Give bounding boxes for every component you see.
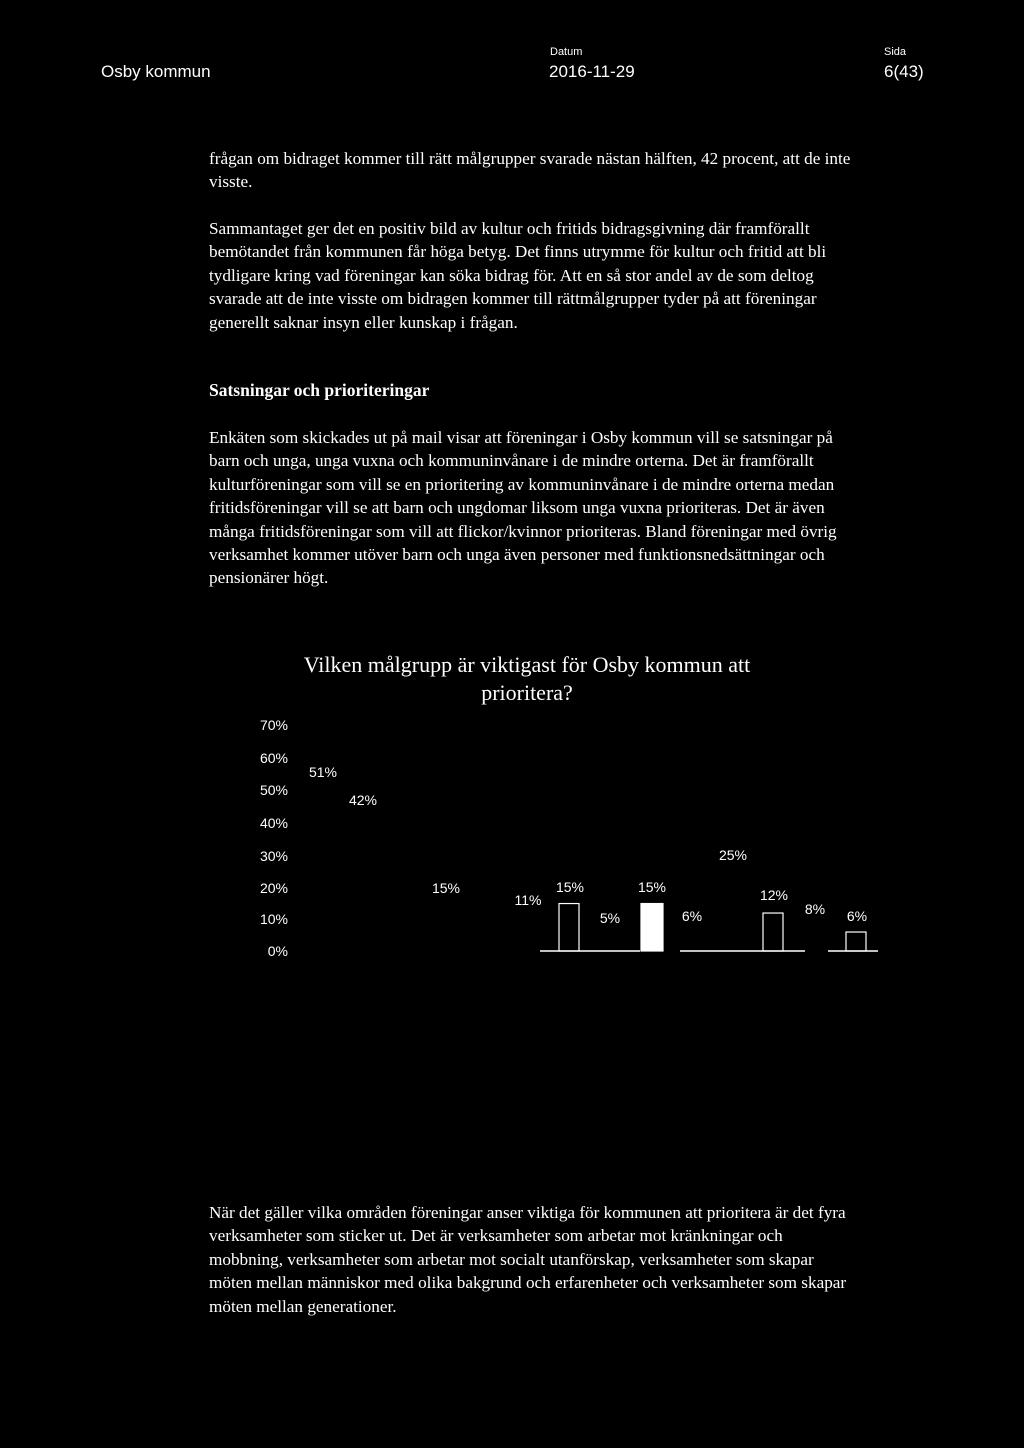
bar bbox=[559, 904, 579, 951]
y-tick-label: 30% bbox=[259, 848, 288, 864]
header-date-label: Datum bbox=[550, 46, 583, 58]
data-label: 51% bbox=[308, 764, 338, 780]
data-label: 15% bbox=[431, 880, 461, 896]
paragraph-2: Sammantaget ger det en positiv bild av kultur och fritids bidragsgivning där framförallt bemötandet från kommunen får höga betyg. Det finns utrymme för kultur och fritid att bli tydligare kring vad föreningar kan söka bidrag för. Att en så stor andel av de som deltog svarade att de inte visste om bidragen kommer till rättmålgrupper tyder på att föreningar generellt saknar insyn eller kunskap i frågan. bbox=[209, 219, 827, 332]
paragraph-3: Enkäten som skickades ut på mail visar att föreningar i Osby kommun vill se satsningar på barn och unga, unga vuxna och kommuninvånare i de mindre orterna. Det är framförallt kulturföreningar som vill se en prioritering av kommuninvånare i de mindre orterna medan fritidsföreningar vill se att barn och ungdomar liksom unga vuxna prioriteras. Det är även många fritidsföreningar som vill att flickor/kvinnor prioriteras. Bland föreningar med övrig verksamhet kommer utöver barn och unga även personer med funktionsnedsättningar och pensionärer högt. bbox=[209, 428, 837, 588]
data-label: 15% bbox=[555, 879, 585, 895]
data-label: 12% bbox=[759, 887, 789, 903]
header-org: Osby kommun bbox=[101, 62, 211, 81]
section-heading: Satsningar och prioriteringar bbox=[209, 380, 430, 400]
data-label: 6% bbox=[846, 908, 868, 924]
header-page: 6(43) bbox=[884, 62, 924, 81]
y-tick-label: 40% bbox=[259, 815, 288, 831]
y-tick-label: 20% bbox=[259, 880, 288, 896]
data-label: 15% bbox=[637, 879, 667, 895]
chart-title-line2: prioritera? bbox=[481, 680, 573, 705]
data-label: 11% bbox=[514, 892, 542, 908]
y-tick-label: 70% bbox=[259, 717, 288, 733]
data-label: 25% bbox=[718, 847, 748, 863]
data-labels bbox=[309, 764, 867, 926]
y-tick-label: 60% bbox=[259, 750, 288, 766]
y-axis bbox=[260, 717, 288, 959]
bar bbox=[641, 904, 663, 951]
header-page-label: Sida bbox=[884, 46, 907, 58]
data-label: 5% bbox=[599, 910, 621, 926]
data-label: 6% bbox=[681, 908, 703, 924]
header-date: 2016-11-29 bbox=[549, 62, 635, 81]
y-tick-label: 10% bbox=[259, 911, 288, 927]
chart-title-line1: Vilken målgrupp är viktigast för Osby kommun att bbox=[303, 652, 751, 677]
data-label: 8% bbox=[804, 901, 826, 917]
paragraph-1: frågan om bidraget kommer till rätt målgrupper svarade nästan hälften, 42 procent, att de inte visste. bbox=[209, 149, 851, 192]
bar bbox=[763, 913, 783, 951]
paragraph-4: När det gäller vilka områden föreningar anser viktiga för kommunen att prioritera är det fyra verksamheter som sticker ut. Det är verksamheter som arbetar mot kränkningar och mobbning, verksamheter som arbetar mot socialt utanförskap, verksamheter som skapar möten mellan människor med olika bakgrund och erfarenheter och verksamheter som skapar möten mellan generationer. bbox=[209, 1203, 847, 1316]
y-tick-label: 50% bbox=[259, 782, 288, 798]
y-tick-label: 0% bbox=[267, 943, 288, 959]
bars bbox=[540, 904, 878, 951]
data-label: 42% bbox=[348, 792, 378, 808]
bar bbox=[846, 932, 866, 951]
